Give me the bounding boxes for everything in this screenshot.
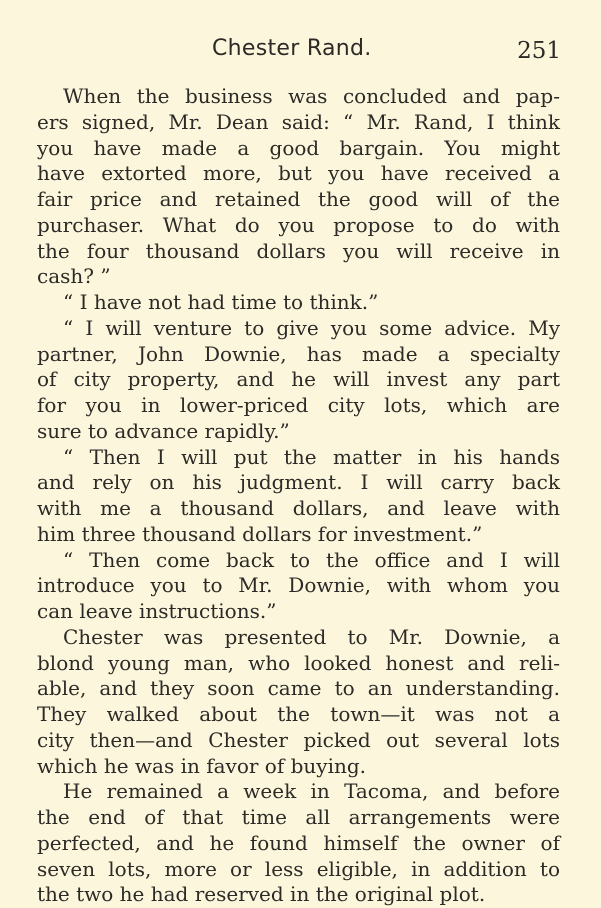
text-line: of city property, and he will invest any part bbox=[37, 367, 560, 392]
text-line: “ Then come back to the office and I will bbox=[63, 547, 560, 572]
text-line: which he was in favor of buying. bbox=[37, 753, 367, 778]
page-number: 251 bbox=[517, 38, 561, 64]
text-line: He remained a week in Tacoma, and before bbox=[63, 779, 560, 804]
text-line: They walked about the town—it was not a bbox=[37, 702, 560, 726]
text-line: seven lots, more or less eligible, in addition to bbox=[37, 856, 560, 881]
text-line: “ I will venture to give you some advice. My bbox=[63, 315, 560, 340]
text-line: ers signed, Mr. Dean said: “ Mr. Rand, I think bbox=[37, 109, 560, 134]
text-line: blond young man, who looked honest and reli- bbox=[37, 650, 560, 675]
text-line: “ Then I will put the matter in his hands bbox=[63, 444, 560, 469]
text-line: partner, John Downie, has made a specialty bbox=[37, 341, 560, 366]
text-line: When the business was concluded and pap- bbox=[63, 84, 560, 108]
text-line: and rely on his judgment. I will carry back bbox=[37, 470, 560, 495]
text-line: able, and they soon came to an understanding. bbox=[37, 676, 560, 701]
text-line: the two he had reserved in the original plot. bbox=[37, 882, 486, 907]
text-line: can leave instructions.” bbox=[37, 599, 277, 623]
text-line: have extorted more, but you have received a bbox=[37, 161, 560, 186]
text-line: sure to advance rapidly.” bbox=[37, 418, 290, 443]
body-text bbox=[37, 84, 560, 908]
text-line: you have made a good bargain. You might bbox=[37, 135, 560, 160]
text-line: perfected, and he found himself the owner of bbox=[37, 830, 560, 855]
text-line: introduce you to Mr. Downie, with whom you bbox=[37, 573, 560, 598]
text-line: for you in lower-priced city lots, which are bbox=[37, 393, 560, 417]
text-line: Chester was presented to Mr. Downie, a bbox=[63, 624, 560, 649]
running-title: Chester Rand. bbox=[212, 36, 372, 61]
text-line: the four thousand dollars you will receive in bbox=[37, 238, 560, 263]
text-line: cash? ” bbox=[37, 264, 111, 289]
text-line: city then—and Chester picked out several lots bbox=[37, 727, 560, 752]
text-line: purchaser. What do you propose to do with bbox=[37, 212, 560, 237]
text-line: “ I have not had time to think.” bbox=[63, 290, 379, 314]
text-line: him three thousand dollars for investment.” bbox=[37, 521, 483, 546]
text-line: the end of that time all arrangements were bbox=[37, 805, 560, 829]
text-line: with me a thousand dollars, and leave with bbox=[37, 496, 560, 520]
text-line: fair price and retained the good will of the bbox=[37, 187, 560, 211]
